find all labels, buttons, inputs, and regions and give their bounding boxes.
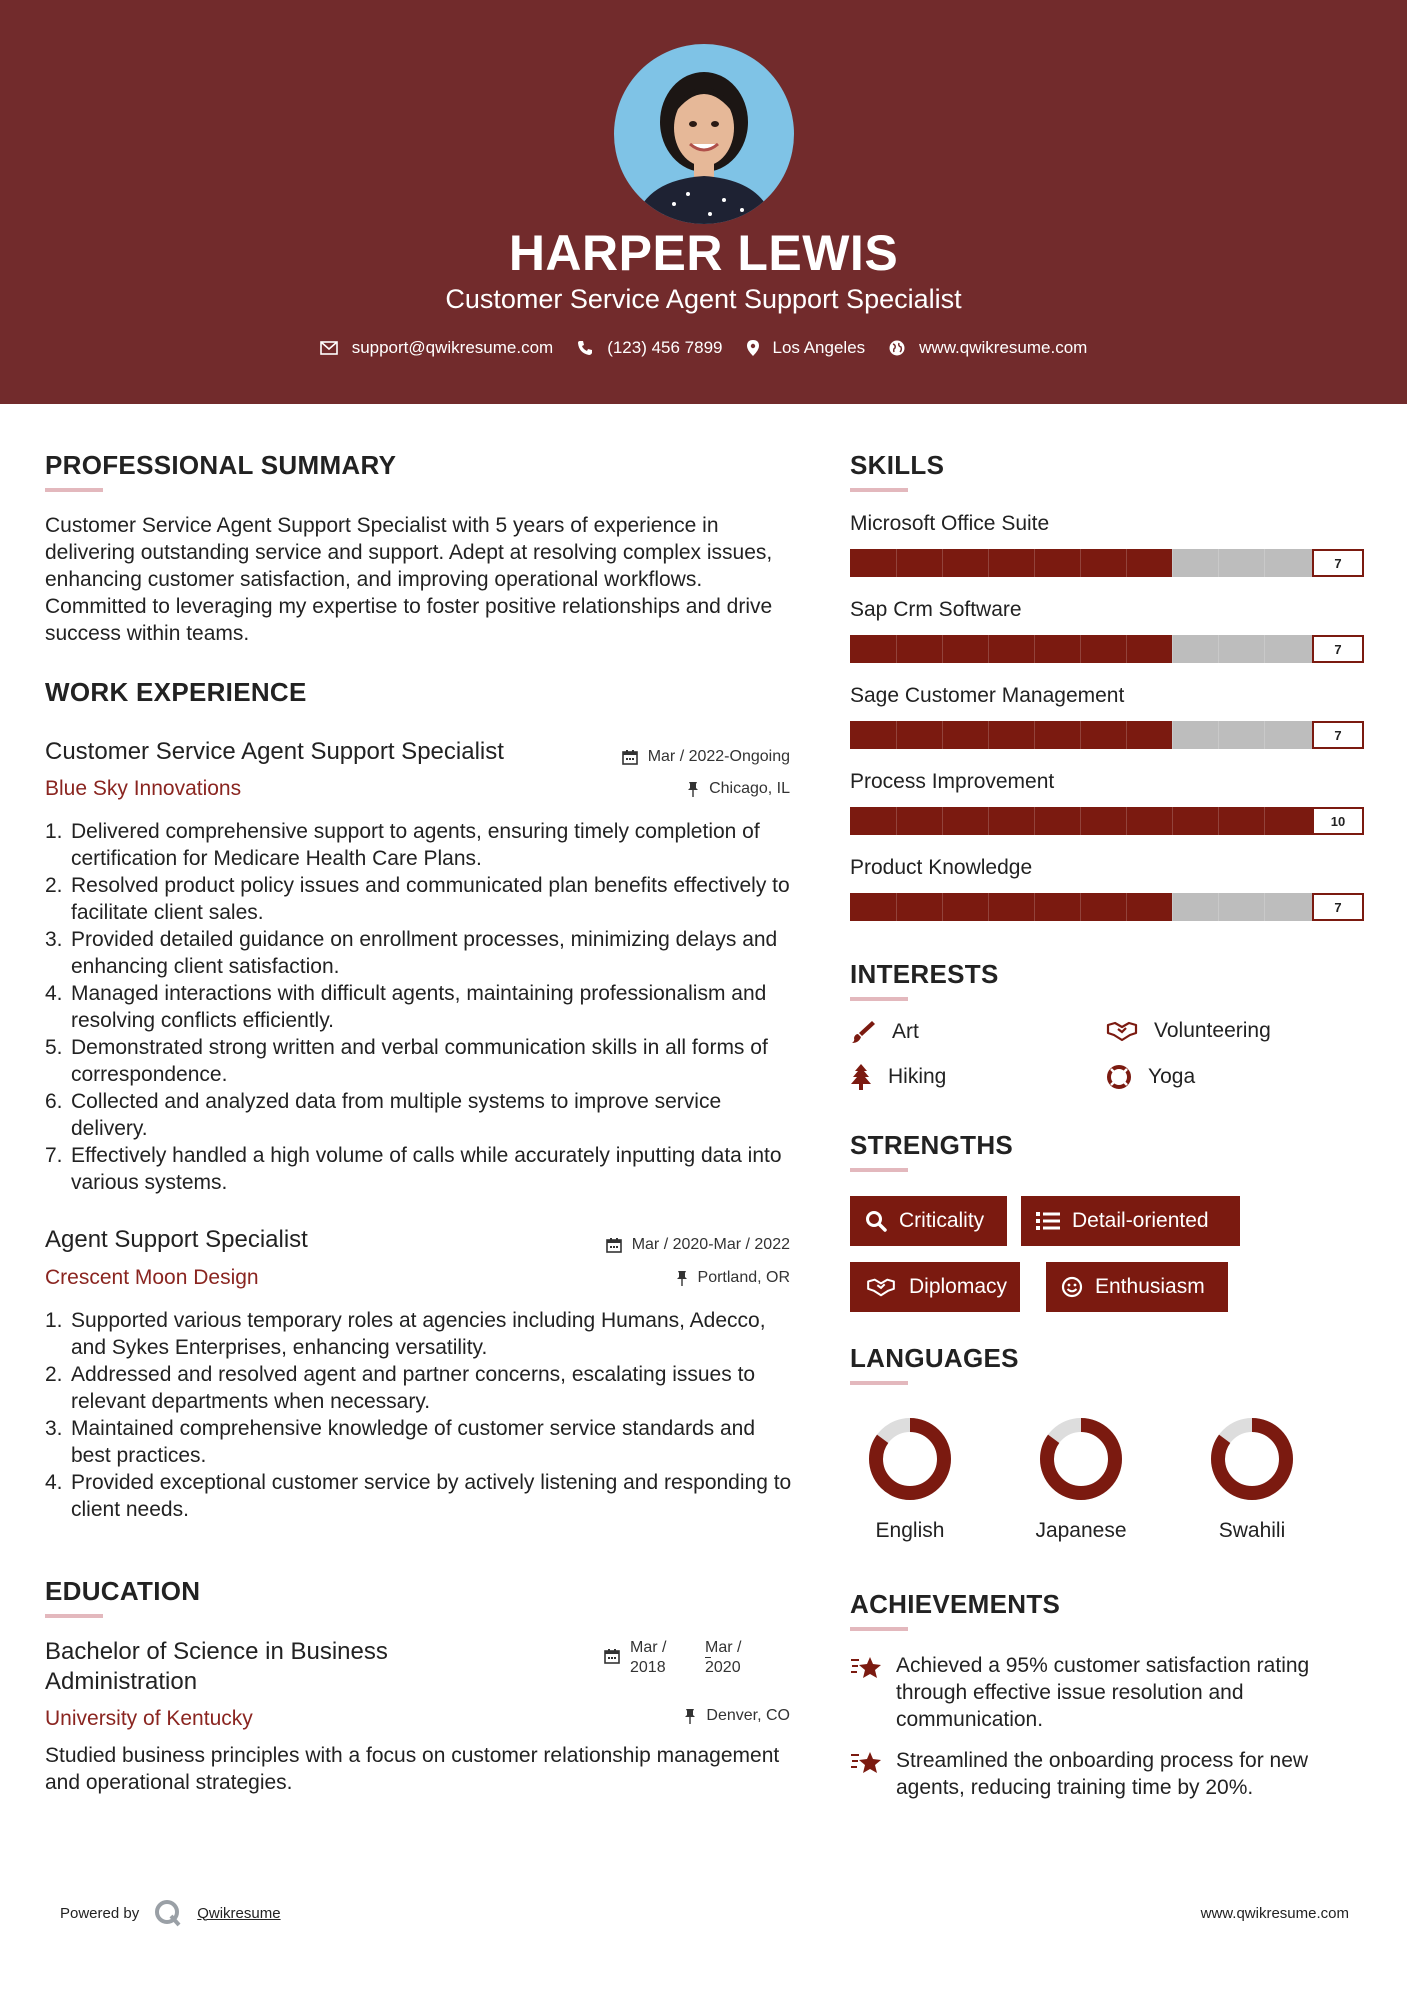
language-donut-chart [1210, 1417, 1294, 1501]
resume-header [0, 0, 1407, 404]
skill-bar-segment-divider [1264, 893, 1265, 921]
skill-level-value: 7 [1312, 635, 1364, 663]
interest-art: Art [850, 1019, 919, 1045]
skill-level-value: 7 [1312, 893, 1364, 921]
list-item: 4. Managed interactions with difficult agents, maintaining professionalism and resolving conflicts efficiently. [45, 982, 767, 1032]
skill-bar-segment-divider [1080, 893, 1081, 921]
brand-link[interactable]: Qwikresume [197, 1904, 281, 1922]
education-location [684, 1707, 790, 1725]
handshake-icon [865, 1276, 897, 1298]
company-name: Crescent Moon Design [45, 1266, 259, 1289]
list-item: 7. Effectively handled a high volume of calls while accurately inputting data into various systems. [45, 1144, 782, 1194]
degree-title: Bachelor of Science in Business Administration [45, 1638, 388, 1695]
phone-text: (123) 456 7899 [607, 338, 723, 357]
interests-underline [850, 997, 908, 1001]
skill-level-value: 7 [1312, 721, 1364, 749]
list-item: 1. Supported various temporary roles at agencies including Humans, Adecco, and Sykes Enterprises, enhancing versatility. [45, 1309, 766, 1359]
contact-website[interactable] [889, 338, 1087, 358]
qwikresume-logo-icon [153, 1898, 183, 1928]
skill-bar-segment-divider [896, 893, 897, 921]
achievements-heading: ACHIEVEMENTS [850, 1589, 1061, 1619]
skill-bar-segment-divider [896, 721, 897, 749]
list-item: 2. Addressed and resolved agent and partner concerns, escalating issues to relevant departments when necessary. [45, 1363, 756, 1413]
skill-bar-segment-divider [1218, 893, 1219, 921]
skill-bar-segment-divider [1172, 893, 1173, 921]
skill-bar-segment-divider [1264, 635, 1265, 663]
job-location [676, 1269, 790, 1287]
education-dates [604, 1648, 630, 1664]
company-name: Blue Sky Innovations [45, 777, 242, 800]
list-item: 4. Provided exceptional customer service by actively listening and responding to client needs. [45, 1471, 792, 1521]
education-start: Mar / 2018 [630, 1639, 667, 1676]
contact-bar [0, 338, 1407, 358]
search-icon [865, 1210, 887, 1232]
skill-bar-segment-divider [1172, 807, 1173, 835]
skill-bar-segment-divider [988, 721, 989, 749]
job-dates-text: Mar / 2020-Mar / 2022 [631, 1236, 790, 1253]
strength-chip: Enthusiasm [1046, 1262, 1228, 1312]
list-item: 3. Provided detailed guidance on enrollment processes, minimizing delays and enhancing client satisfaction. [45, 928, 778, 978]
candidate-name: HARPER LEWIS [508, 225, 899, 281]
education-location-text: Denver, CO [706, 1707, 790, 1724]
email-text: support@qwikresume.com [351, 338, 554, 357]
skill-bar [850, 893, 1364, 921]
interest-volunteering: Volunteering [1106, 1019, 1271, 1043]
job-dates [622, 748, 790, 766]
interest-hiking: Hiking [850, 1064, 946, 1090]
interests-heading: INTERESTS [850, 959, 999, 989]
pushpin-icon [684, 1708, 696, 1724]
experience-heading: WORK EXPERIENCE [45, 677, 307, 707]
skill-bar-fill [850, 893, 1172, 921]
date-dash [705, 1657, 711, 1658]
paintbrush-icon [850, 1019, 876, 1045]
contact-phone[interactable] [577, 338, 722, 358]
skill-bar-segment-divider [1264, 721, 1265, 749]
summary-text: Customer Service Agent Support Specialist with 5 years of experience in delivering outstanding service and support. Adept at resolving complex issues, enhancing customer satisfaction, and improving operational workflows. Committed to leveraging my expertise to foster positive relationships and drive success within teams. [45, 514, 773, 645]
skill-bar-segment-divider [896, 807, 897, 835]
interest-yoga: Yoga [1106, 1064, 1195, 1090]
skill-bar-segment-divider [1218, 549, 1219, 577]
job-dates [606, 1236, 790, 1254]
education-end: Mar / 2020 [705, 1639, 742, 1676]
list-icon [1036, 1211, 1060, 1231]
job-bullets [45, 1307, 795, 1523]
skill-bar-segment-divider [1218, 635, 1219, 663]
skill-label: Process Improvement [850, 770, 1055, 793]
skill-bar-segment-divider [1034, 893, 1035, 921]
contact-location [747, 338, 866, 358]
skill-bar-segment-divider [1218, 807, 1219, 835]
skill-bar [850, 549, 1364, 577]
footer-website[interactable]: www.qwikresume.com [1200, 1905, 1349, 1922]
skill-bar [850, 807, 1364, 835]
achievements-underline [850, 1627, 908, 1631]
profile-photo [614, 44, 794, 224]
skill-bar-segment-divider [1126, 549, 1127, 577]
skill-bar-segment-divider [1172, 635, 1173, 663]
skill-bar-segment-divider [1080, 807, 1081, 835]
skill-bar-segment-divider [1080, 721, 1081, 749]
skills-heading: SKILLS [850, 450, 945, 480]
skill-bar-segment-divider [1034, 549, 1035, 577]
education-heading: EDUCATION [45, 1576, 201, 1606]
phone-icon [577, 340, 593, 356]
skill-bar-segment-divider [896, 549, 897, 577]
language-label: English [875, 1519, 945, 1542]
skill-bar-segment-divider [1034, 807, 1035, 835]
skill-bar-segment-divider [1080, 635, 1081, 663]
skill-label: Sage Customer Management [850, 684, 1125, 707]
skill-bar-segment-divider [942, 549, 943, 577]
list-item: 2. Resolved product policy issues and communicated plan benefits effectively to facilitate client sales. [45, 874, 790, 924]
skill-bar-segment-divider [942, 807, 943, 835]
skill-label: Product Knowledge [850, 856, 1033, 879]
star-award-icon [850, 1654, 884, 1682]
education-description: Studied business principles with a focus on customer relationship management and operational strategies. [45, 1744, 780, 1794]
skill-bar-segment-divider [1172, 721, 1173, 749]
list-item: 3. Maintained comprehensive knowledge of customer service standards and best practices. [45, 1417, 756, 1467]
skill-label: Microsoft Office Suite [850, 512, 1050, 535]
language-item [855, 1417, 965, 1552]
calendar-icon [604, 1648, 620, 1664]
skill-bar-segment-divider [1080, 549, 1081, 577]
tree-icon [850, 1064, 872, 1090]
skill-bar-segment-divider [1126, 721, 1127, 749]
skill-bar-segment-divider [942, 635, 943, 663]
skill-bar-segment-divider [988, 893, 989, 921]
summary-heading: PROFESSIONAL SUMMARY [45, 450, 397, 480]
job-title: Agent Support Specialist [45, 1226, 308, 1253]
skill-bar-segment-divider [1034, 721, 1035, 749]
skill-bar-segment-divider [1264, 807, 1265, 835]
handshake-icon [1106, 1019, 1138, 1043]
list-item: 1. Delivered comprehensive support to agents, ensuring timely completion of certification for Medicare Health Care Plans. [45, 820, 760, 870]
skill-bar-segment-divider [1264, 549, 1265, 577]
languages-heading: LANGUAGES [850, 1343, 1019, 1373]
skill-bar-fill [850, 549, 1172, 577]
skill-bar-segment-divider [942, 893, 943, 921]
skill-bar-segment-divider [1034, 635, 1035, 663]
skill-bar-segment-divider [988, 635, 989, 663]
list-item: 6. Collected and analyzed data from multiple systems to improve service delivery. [45, 1090, 722, 1140]
school-name: University of Kentucky [45, 1707, 253, 1730]
achievement-item: Streamlined the onboarding process for new agents, reducing training time by 20%. [850, 1747, 1370, 1801]
skill-bar-segment-divider [988, 549, 989, 577]
envelope-icon [320, 341, 338, 355]
language-label: Japanese [1035, 1519, 1127, 1542]
list-item: 5. Demonstrated strong written and verbal communication skills in all forms of correspondence. [45, 1036, 768, 1086]
language-donut-chart [1039, 1417, 1123, 1501]
strengths-underline [850, 1168, 908, 1172]
map-pin-icon [747, 340, 759, 356]
skill-bar-fill [850, 807, 1364, 835]
lifebuoy-icon [1106, 1064, 1132, 1090]
job-bullets [45, 818, 795, 1196]
skill-bar-segment-divider [1126, 635, 1127, 663]
job-location-text: Chicago, IL [709, 780, 790, 797]
pushpin-icon [676, 1270, 688, 1286]
skill-bar-segment-divider [988, 807, 989, 835]
job-dates-text: Mar / 2022-Ongoing [647, 748, 790, 765]
pushpin-icon [687, 781, 699, 797]
strength-chip: Criticality [850, 1196, 1007, 1246]
candidate-title: Customer Service Agent Support Specialist [445, 284, 962, 314]
skill-bar-segment-divider [1172, 549, 1173, 577]
skill-bar [850, 635, 1364, 663]
skill-bar-segment-divider [896, 635, 897, 663]
contact-email[interactable] [320, 338, 554, 358]
language-label: Swahili [1218, 1519, 1286, 1542]
strength-chip: Detail-oriented [1021, 1196, 1240, 1246]
skill-bar [850, 721, 1364, 749]
strengths-heading: STRENGTHS [850, 1130, 1014, 1160]
job-location-text: Portland, OR [697, 1269, 790, 1286]
skill-level-value: 7 [1312, 549, 1364, 577]
calendar-icon [606, 1237, 622, 1253]
skill-bar-segment-divider [1126, 807, 1127, 835]
skills-underline [850, 488, 908, 492]
skill-bar-segment-divider [942, 721, 943, 749]
job-title: Customer Service Agent Support Specialist [45, 738, 504, 765]
location-text: Los Angeles [772, 338, 866, 357]
globe-icon [889, 340, 905, 356]
skill-bar-segment-divider [1218, 721, 1219, 749]
star-award-icon [850, 1749, 884, 1777]
skill-level-value: 10 [1312, 807, 1364, 835]
skill-label: Sap Crm Software [850, 598, 1022, 621]
achievement-item: Achieved a 95% customer satisfaction rating through effective issue resolution and communication. [850, 1652, 1370, 1733]
summary-underline [45, 488, 103, 492]
strength-chip: Diplomacy [850, 1262, 1020, 1312]
language-item [1197, 1417, 1307, 1552]
smile-icon [1061, 1276, 1083, 1298]
skill-bar-fill [850, 721, 1172, 749]
languages-underline [850, 1381, 908, 1385]
language-item [1026, 1417, 1136, 1552]
footer-powered-by: Powered by Qwikresume [60, 1898, 281, 1928]
calendar-icon [622, 749, 638, 765]
language-donut-chart [868, 1417, 952, 1501]
website-text: www.qwikresume.com [919, 338, 1088, 357]
job-location [687, 780, 790, 798]
skill-bar-segment-divider [1126, 893, 1127, 921]
education-underline [45, 1614, 103, 1618]
skill-bar-fill [850, 635, 1172, 663]
